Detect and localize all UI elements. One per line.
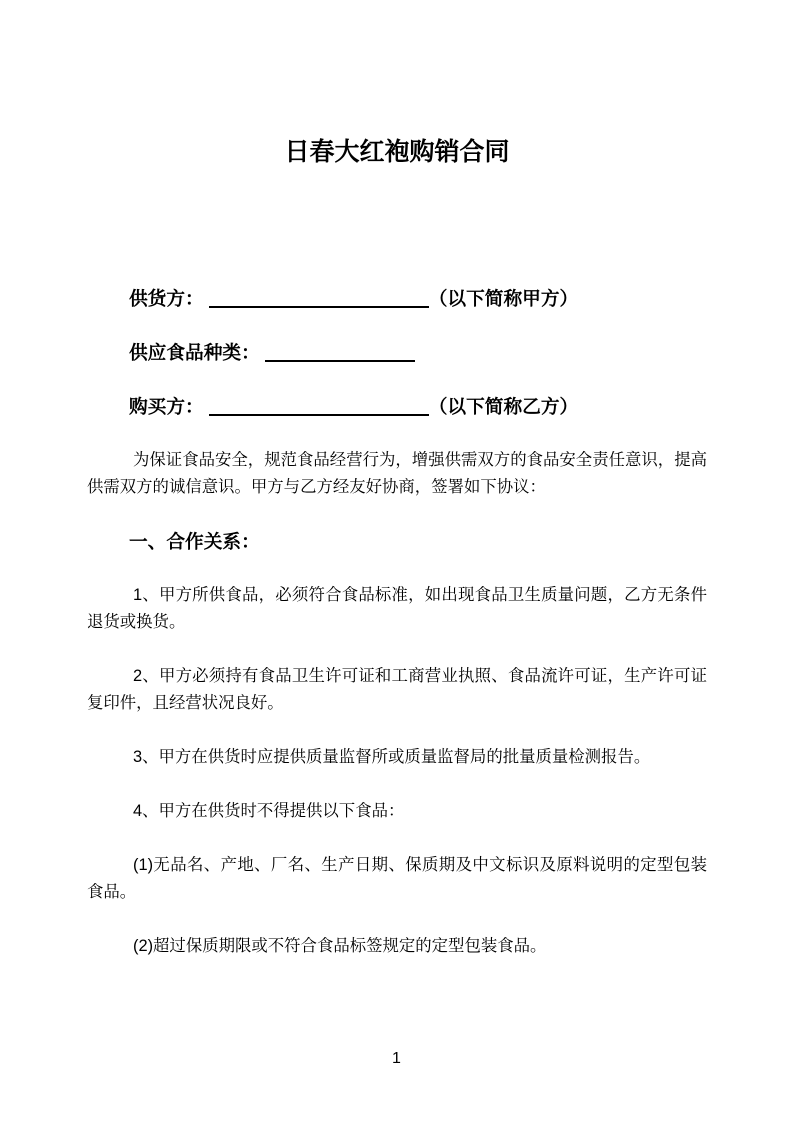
clause-item-4: 4、甲方在供货时不得提供以下食品： xyxy=(133,802,405,820)
field-buyer-label: 购买方： xyxy=(129,396,204,417)
field-food-category xyxy=(87,339,707,366)
field-buyer-suffix: （以下简称乙方） xyxy=(428,396,579,417)
field-food-category-label: 供应食品种类： xyxy=(129,342,260,363)
clause-sub-item-2: (2)超过保质期限或不符合食品标签规定的定型包装食品。 xyxy=(133,937,547,955)
field-supplier-blank-line[interactable] xyxy=(209,293,429,308)
field-buyer xyxy=(87,393,707,420)
field-supplier-label: 供货方： xyxy=(129,288,204,309)
clause-sub-item-1: (1)无品名、产地、厂名、生产日期、保质期及中文标识及原料说明的定型包装食品。 xyxy=(87,856,707,901)
intro-paragraph: 为保证食品安全，规范食品经营行为，增强供需双方的食品安全责任意识，提高供需双方的诚信意识。甲方与乙方经友好协商，签署如下协议： xyxy=(87,451,707,496)
field-food-category-blank-line[interactable] xyxy=(265,347,415,362)
field-buyer-blank-line[interactable] xyxy=(209,401,429,416)
page-number: 1 xyxy=(392,1050,401,1067)
section-heading: 一、合作关系： xyxy=(129,531,260,552)
field-supplier-suffix: （以下简称甲方） xyxy=(428,288,579,309)
clause-item-1: 1、甲方所供食品，必须符合食品标准，如出现食品卫生质量问题，乙方无条件退货或换货。 xyxy=(87,586,707,631)
document-title: 日春大红袍购销合同 xyxy=(284,138,510,166)
clause-item-2: 2、甲方必须持有食品卫生许可证和工商营业执照、食品流许可证，生产许可证复印件，且经营状况良好。 xyxy=(87,667,707,712)
field-supplier xyxy=(87,285,707,312)
clause-item-3: 3、甲方在供货时应提供质量监督所或质量监督局的批量质量检测报告。 xyxy=(133,748,651,766)
